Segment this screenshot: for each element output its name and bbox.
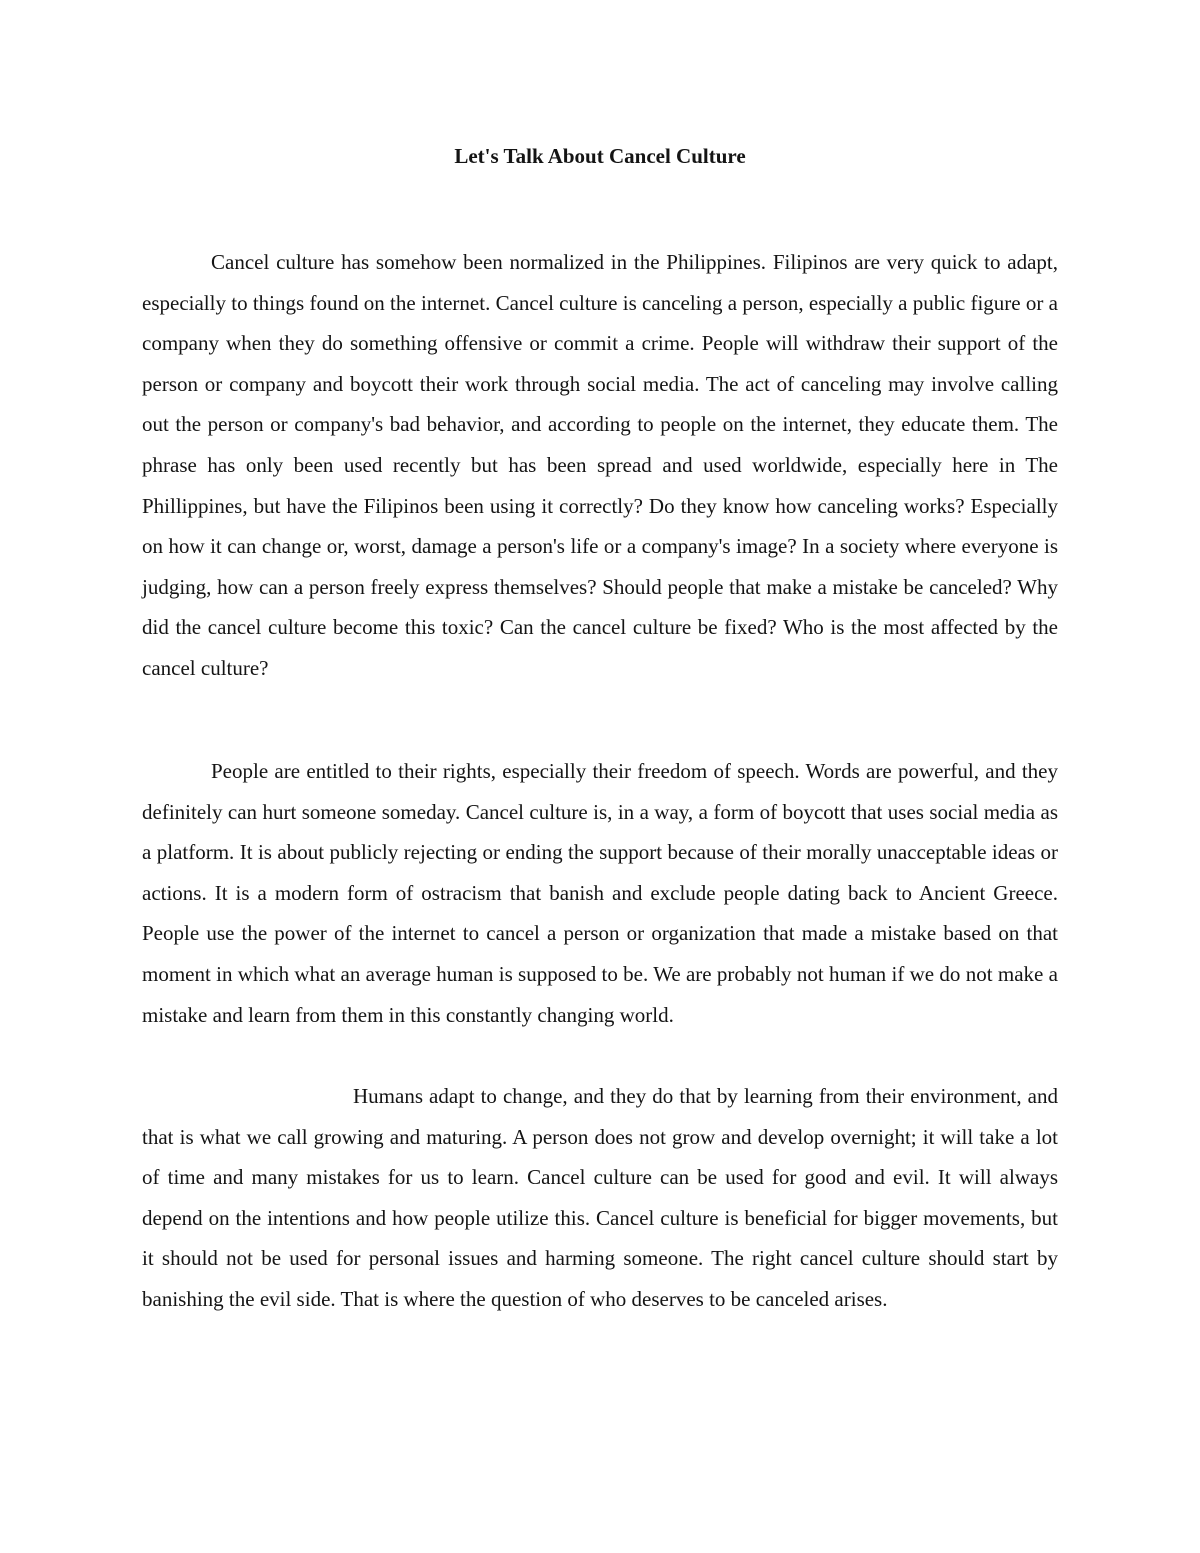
paragraph-3: Humans adapt to change, and they do that by learning from their environment, and that is what we call growing and maturing. A person does not grow and develop overnight; it will take a lot of time and many mistakes for us to learn. Cancel culture can be used for good and evil. It will always depend on the intentions and how people utilize this. Cancel culture is beneficial for bigger movements, but it should not be used for personal issues and harming someone. The right cancel culture should start by banishing the evil side. That is where the question of who deserves to be canceled arises. bbox=[142, 1084, 1058, 1311]
document-title: Let's Talk About Cancel Culture bbox=[454, 144, 746, 168]
paragraph-2: People are entitled to their rights, especially their freedom of speech. Words are powerful, and they definitely can hurt someone someday. Cancel culture is, in a way, a form of boycott that uses social media as a platform. It is about publicly rejecting or ending the support because of their morally unacceptable ideas or actions. It is a modern form of ostracism that banish and exclude people dating back to Ancient Greece. People use the power of the internet to cancel a person or organization that made a mistake based on that moment in which what an average human is supposed to be. We are probably not human if we do not make a mistake and learn from them in this constantly changing world. bbox=[142, 759, 1058, 1027]
paragraph-1: Cancel culture has somehow been normalized in the Philippines. Filipinos are very quick to adapt, especially to things found on the internet. Cancel culture is canceling a person, especially a public figure or a company when they do something offensive or commit a crime. People will withdraw their support of the person or company and boycott their work through social media. The act of canceling may involve calling out the person or company's bad behavior, and according to people on the internet, they educate them. The phrase has only been used recently but has been spread and used worldwide, especially here in The Phillippines, but have the Filipinos been using it correctly? Do they know how canceling works? Especially on how it can change or, worst, damage a person's life or a company's image? In a society where everyone is judging, how can a person freely express themselves? Should people that make a mistake be canceled? Why did the cancel culture become this toxic? Can the cancel culture be fixed? Who is the most affected by the cancel culture? bbox=[142, 250, 1058, 680]
